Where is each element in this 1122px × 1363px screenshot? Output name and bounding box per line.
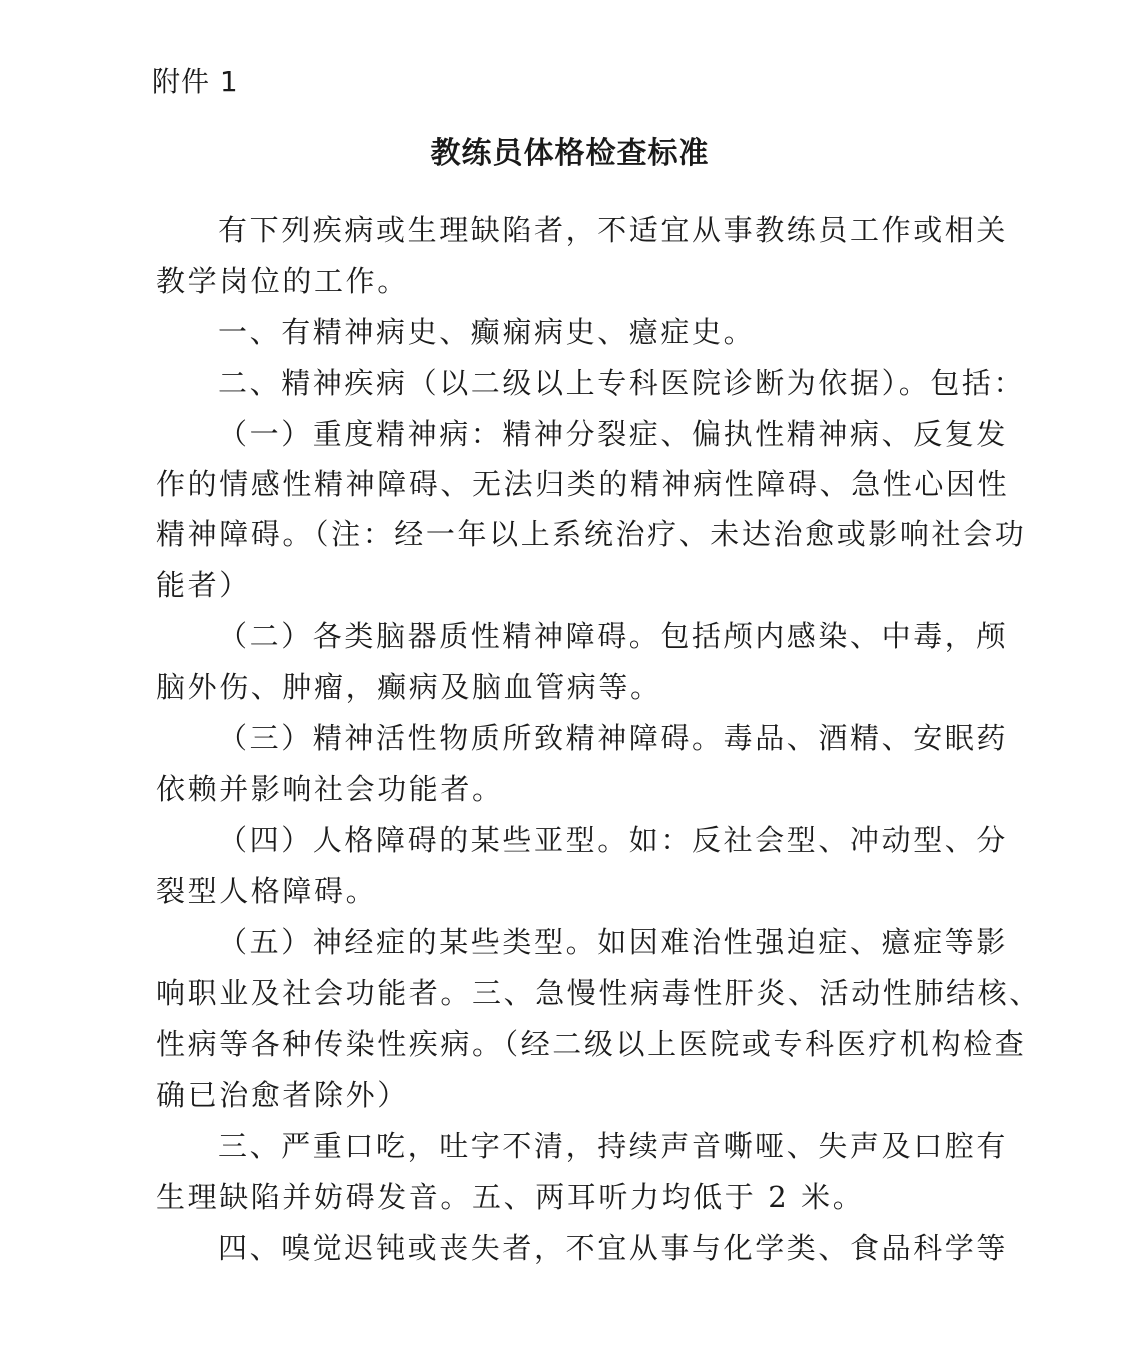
body-line: 裂型人格障碍。 (156, 874, 378, 908)
body-line: （五）神经症的某些类型。如因难治性强迫症、癔症等影 (218, 925, 1009, 959)
body-line: （四）人格障碍的某些亚型。如：反社会型、冲动型、分 (218, 823, 1009, 857)
body-line: 二、精神疾病（以二级以上专科医院诊断为依据）。包括： (218, 366, 1026, 400)
body-line: 能者） (156, 568, 251, 602)
body-line: 脑外伤、肿瘤，癫病及脑血管病等。 (156, 670, 662, 704)
body-line: 三、严重口吃，吐字不清，持续声音嘶哑、失声及口腔有 (218, 1129, 1009, 1163)
body-line: 教学岗位的工作。 (156, 264, 409, 298)
body-line: 确已治愈者除外） (156, 1078, 409, 1112)
body-line: （三）精神活性物质所致精神障碍。毒品、酒精、安眠药 (218, 721, 1009, 755)
body-line: 性病等各种传染性疾病。（经二级以上医院或专科医疗机构检查 (156, 1027, 1027, 1061)
body-line: 有下列疾病或生理缺陷者，不适宜从事教练员工作或相关 (218, 213, 1009, 247)
attachment-label: 附件 1 (152, 65, 239, 98)
body-line: 一、有精神病史、癫痫病史、癔症史。 (218, 315, 756, 349)
body-line: 四、嗅觉迟钝或丧失者，不宜从事与化学类、食品科学等 (218, 1231, 1009, 1265)
body-line: 依赖并影响社会功能者。 (156, 772, 504, 806)
document-title: 教练员体格检查标准 (430, 136, 710, 171)
body-line: （二）各类脑器质性精神障碍。包括颅内感染、中毒，颅 (218, 619, 1009, 653)
body-line: 精神障碍。（注：经一年以上系统治疗、未达治愈或影响社会功 (156, 517, 1027, 551)
body-line: （一）重度精神病：精神分裂症、偏执性精神病、反复发 (218, 417, 1009, 451)
body-line: 响职业及社会功能者。三、急慢性病毒性肝炎、活动性肺结核、 (156, 976, 1041, 1010)
body-line: 生理缺陷并妨碍发音。五、两耳听力均低于 2 米。 (156, 1180, 865, 1214)
body-line: 作的情感性精神障碍、无法归类的精神病性障碍、急性心因性 (156, 467, 1010, 501)
